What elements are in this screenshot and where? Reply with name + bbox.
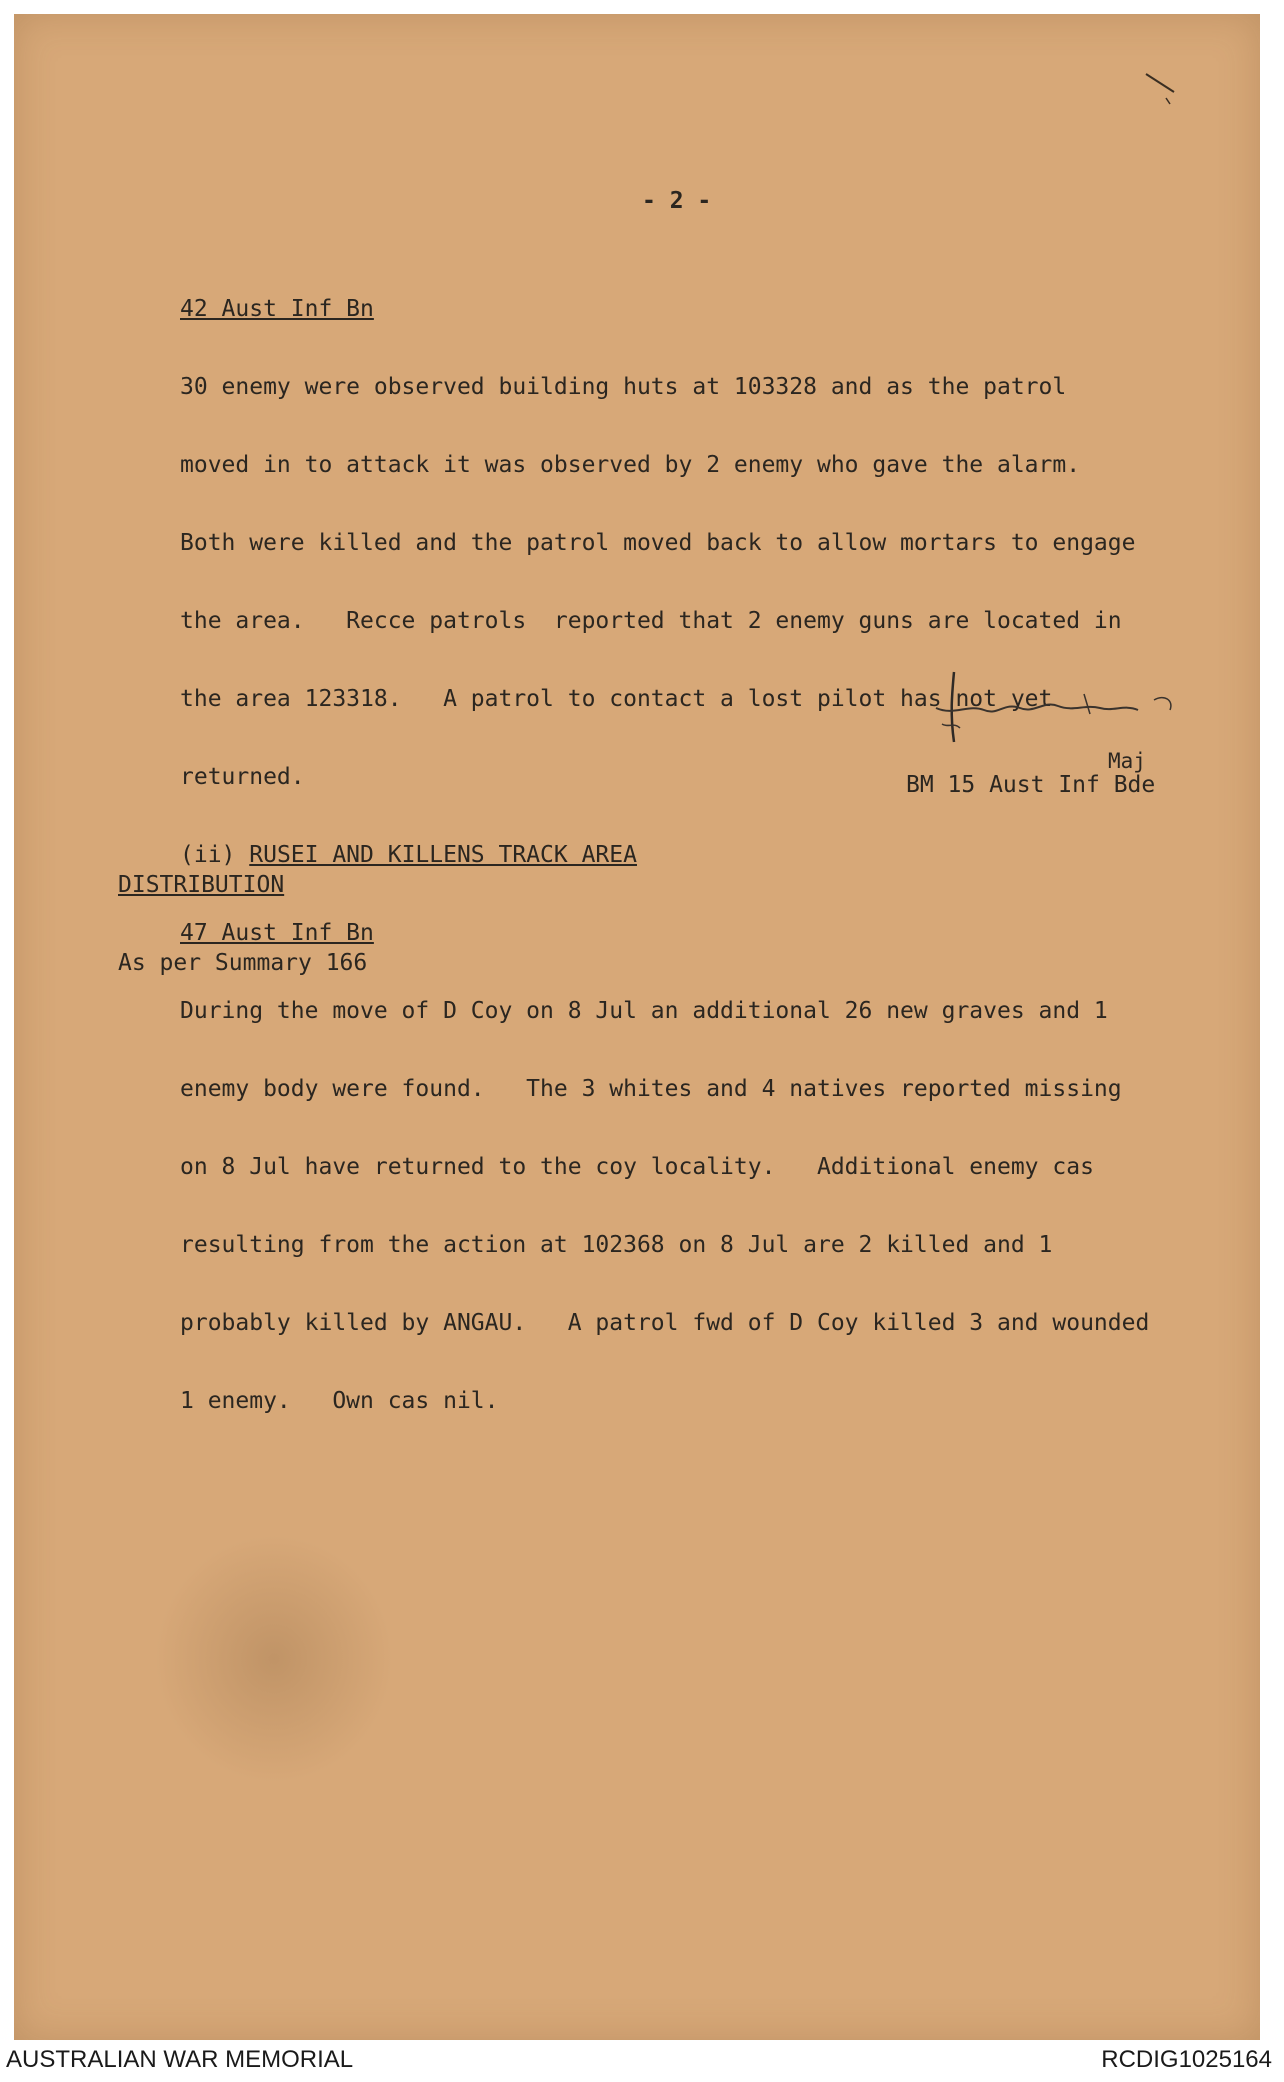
text-line: on 8 Jul have returned to the coy locality. Additional enemy cas [180,1154,1094,1180]
footer-source: AUSTRALIAN WAR MEMORIAL [6,2046,354,2073]
signature-rank: Maj [1108,749,1146,773]
document-page [14,14,1260,2040]
subsection-title: RUSEI AND KILLENS TRACK AREA [249,842,637,868]
text-line: 1 enemy. Own cas nil. [180,1388,499,1414]
text-line: the area. Recce patrols reported that 2 enemy guns are located in [180,608,1122,634]
page-number: - 2 - [642,188,712,214]
section-heading: 42 Aust Inf Bn [180,296,374,322]
section-heading: 47 Aust Inf Bn [180,920,374,946]
text-line: During the move of D Coy on 8 Jul an additional 26 new graves and 1 [180,998,1108,1024]
footer-catalogue-id: RCDIG1025164 [1101,2046,1272,2073]
distribution-block [118,820,367,1028]
distribution-text: As per Summary 166 [118,950,368,976]
subsection-prefix: (ii) [180,842,250,868]
text-line: moved in to attack it was observed by 2 enemy who gave the alarm. [180,452,1081,478]
text-line: enemy body were found. The 3 whites and 4 natives reported missing [180,1076,1122,1102]
paper-stain [154,1534,394,1784]
text-line: resulting from the action at 102368 on 8 Jul are 2 killed and 1 [180,1232,1053,1258]
text-line: probably killed by ANGAU. A patrol fwd of D Coy killed 3 and wounded [180,1310,1150,1336]
text-line: Both were killed and the patrol moved back to allow mortars to engage [180,530,1136,556]
text-line: returned. [180,764,305,790]
text-line: the area 123318. A patrol to contact a lost pilot has not yet [180,686,1053,712]
signature-title: BM 15 Aust Inf Bde [906,772,1156,798]
pencil-mark [1144,68,1184,108]
distribution-heading: DISTRIBUTION [118,872,285,898]
text-line: 30 enemy were observed building huts at 103328 and as the patrol [180,374,1067,400]
handwritten-signature [924,664,1194,754]
